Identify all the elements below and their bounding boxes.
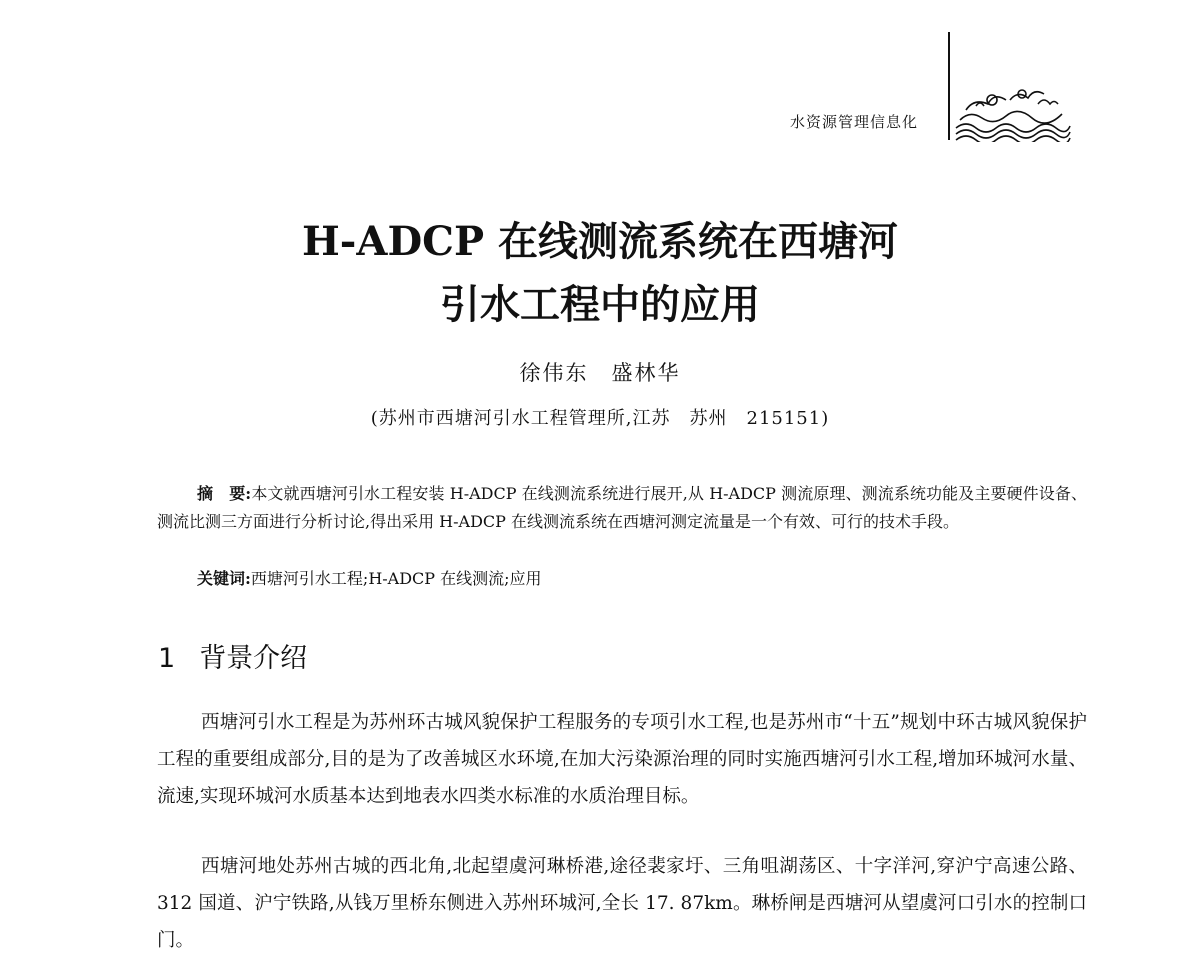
keywords (197, 565, 542, 593)
keywords-text: 西塘河引水工程;H-ADCP 在线测流;应用 (250, 569, 542, 588)
section-number: 1 (158, 643, 176, 674)
abstract (157, 480, 1087, 536)
abstract-text: 本文就西塘河引水工程安装 H-ADCP 在线测流系统进行展开,从 H-ADCP 测流原理、测流系统功能及主要硬件设备、测流比测三方面进行分析讨论,得出采用 H-ADCP 在线测流系统在西塘河测定流量是一个有效、可行的技术手段。 (157, 484, 1087, 531)
keywords-label: 关键词: (197, 569, 251, 588)
header-divider (948, 32, 950, 140)
body-paragraph-1: 西塘河引水工程是为苏州环古城风貌保护工程服务的专项引水工程,也是苏州市“十五”规划中环古城风貌保护工程的重要组成部分,目的是为了改善城区水环境,在加大污染源治理的同时实施西塘河引水工程,增加环城河水量、流速,实现环城河水质基本达到地表水四类水标准的水质治理目标。 (157, 712, 1087, 807)
journal-section-label: 水资源管理信息化 (790, 113, 919, 131)
section-title: 背景介绍 (199, 643, 308, 674)
section-heading (158, 636, 307, 675)
paper-title-line-1: H-ADCP 在线测流系统在西塘河 (302, 218, 898, 265)
body-paragraph-2: 西塘河地处苏州古城的西北角,北起望虞河琳桥港,途径裴家圩、三角咀湖荡区、十字洋河,穿沪宁高速公路、312 国道、沪宁铁路,从钱万里桥东侧进入苏州环城河,全长 17. 87km。琳桥闸是西塘河从望虞河口引水的控制口门。 (157, 856, 1087, 951)
paper-title-line-2: 引水工程中的应用 (440, 281, 760, 328)
abstract-label: 摘 要: (197, 484, 252, 503)
wave-emblem-icon (952, 70, 1072, 142)
authors: 徐伟东 盛林华 (519, 361, 681, 385)
affiliation: (苏州市西塘河引水工程管理所,江苏 苏州 215151) (370, 408, 830, 429)
